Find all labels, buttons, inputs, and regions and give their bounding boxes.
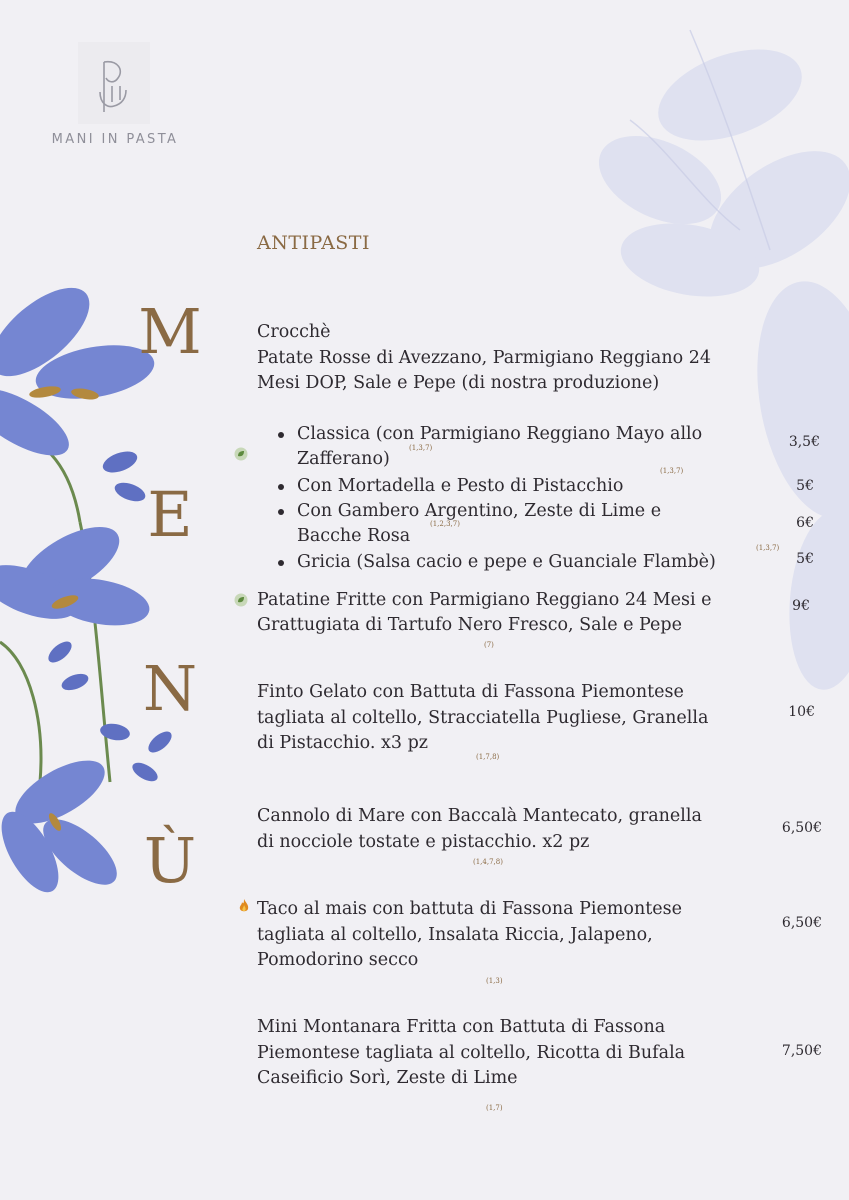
montanara-price: 7,50€ [781,1043,822,1059]
variant-classica-line1: Classica (con Parmigiano Reggiano Mayo allo [297,424,703,444]
patatine-price: 9€ [792,598,810,614]
variant-gricia: Gricia (Salsa cacio e pepe e Guanciale Flambè) [297,552,716,572]
montanara-line2: Piemontese tagliata al coltello, Ricotta di Bufala [257,1043,686,1063]
menu-letter-m: M [138,295,202,368]
variant-gambero-allergen: (1,2,3,7) [430,520,460,528]
bullet-dot [278,432,284,438]
finto-gelato-line2: tagliata al coltello, Stracciatella Pugliese, Granella [257,708,709,728]
menu-letter-e: E [147,478,193,551]
brand-name: MANI IN PASTA [51,132,179,147]
flame-icon [238,899,250,913]
finto-gelato-line1: Finto Gelato con Battuta di Fassona Piemontese [257,682,684,702]
crocche-title: Crocchè [257,322,331,342]
leaf-icon [234,593,248,607]
cannolo-line2: di nocciole tostate e pistacchio. x2 pz [257,832,590,852]
section-title: ANTIPASTI [257,232,370,254]
crocche-desc-line2: Mesi DOP, Sale e Pepe (di nostra produzione) [257,373,660,393]
finto-gelato-price: 10€ [788,704,815,720]
cannolo-line1: Cannolo di Mare con Baccalà Mantecato, granella [257,806,702,826]
finto-gelato-line3: di Pistacchio. x3 pz [257,733,428,753]
bullet-dot [278,560,284,566]
finto-gelato-allergen: (1,7,8) [476,753,500,761]
montanara-allergen: (1,7) [486,1104,503,1112]
taco-price: 6,50€ [781,915,822,931]
menu-letter-u: Ù [143,824,197,897]
montanara-line1: Mini Montanara Fritta con Battuta di Fassona [257,1017,666,1037]
variant-classica-allergen: (1,3,7) [409,444,433,452]
patatine-allergen: (7) [484,641,494,649]
leaf-icon [234,447,248,461]
bullet-dot [278,509,284,515]
variant-gricia-allergen: (1,3,7) [756,544,780,552]
cannolo-price: 6,50€ [781,820,822,836]
variant-gambero-price: 6€ [796,515,814,531]
cannolo-allergen: (1,4,7,8) [473,858,503,866]
variant-gambero-line2: Bacche Rosa [297,526,411,546]
patatine-line1: Patatine Fritte con Parmigiano Reggiano 24 Mesi e [257,590,712,610]
variant-mortadella-price: 5€ [796,478,814,494]
variant-classica-line2: Zafferano) [297,449,390,469]
variant-gricia-price: 5€ [796,551,814,567]
taco-line3: Pomodorino secco [257,950,419,970]
variant-mortadella: Con Mortadella e Pesto di Pistacchio [297,476,624,496]
patatine-line2: Grattugiata di Tartufo Nero Fresco, Sale e Pepe [257,615,682,635]
taco-line1: Taco al mais con battuta di Fassona Piemontese [257,899,682,919]
taco-line2: tagliata al coltello, Insalata Riccia, Jalapeno, [257,925,653,945]
taco-allergen: (1,3) [486,977,503,985]
bullet-dot [278,484,284,490]
variant-gambero-line1: Con Gambero Argentino, Zeste di Lime e [297,501,662,521]
brand-logo [78,42,150,124]
crocche-desc-line1: Patate Rosse di Avezzano, Parmigiano Reggiano 24 [257,348,711,368]
variant-classica-price: 3,5€ [788,434,820,450]
menu-letter-n: N [142,652,198,725]
montanara-line3: Caseificio Sorì, Zeste di Lime [257,1068,518,1088]
variant-mortadella-allergen: (1,3,7) [660,467,684,475]
